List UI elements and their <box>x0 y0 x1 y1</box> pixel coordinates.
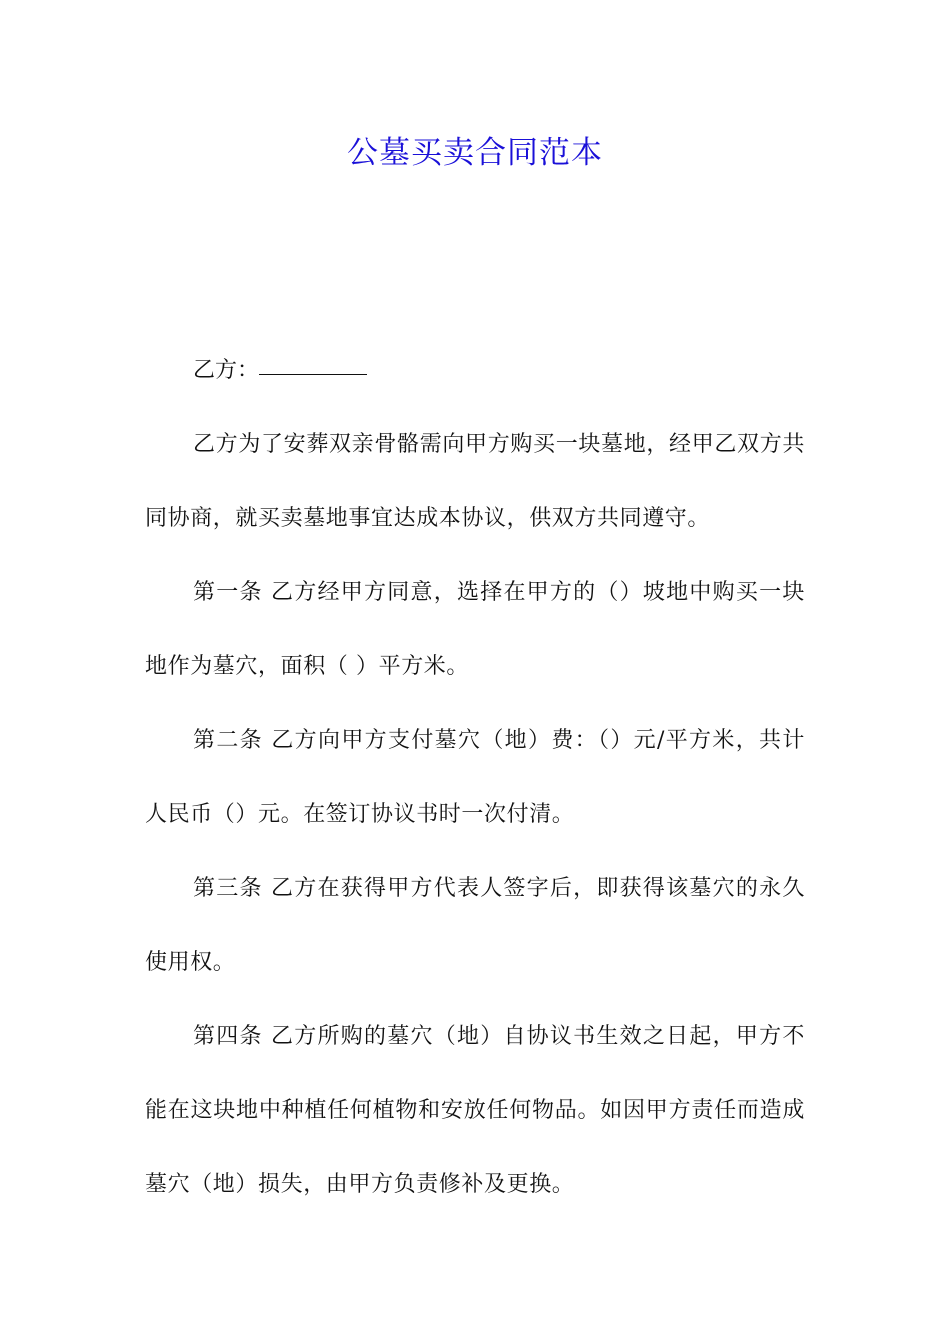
document-title: 公墓买卖合同范本 <box>347 135 603 171</box>
party-b-blank-field <box>259 348 367 375</box>
paragraph-article-1: 第一条 乙方经甲方同意，选择在甲方的（）坡地中购买一块地作为墓穴，面积（ ）平方米。 <box>145 580 805 679</box>
document-body <box>145 334 805 1222</box>
paragraph-article-2: 第二条 乙方向甲方支付墓穴（地）费：（）元/平方米，共计人民币（）元。在签订协议书时一次付清。 <box>145 728 805 827</box>
paragraph-article-3: 第三条 乙方在获得甲方代表人签字后，即获得该墓穴的永久使用权。 <box>145 876 805 975</box>
paragraph-preamble: 乙方为了安葬双亲骨骼需向甲方购买一块墓地，经甲乙双方共同协商，就买卖墓地事宜达成本协议，供双方共同遵守。 <box>145 432 805 531</box>
party-b-line <box>145 334 805 408</box>
party-b-label: 乙方： <box>193 358 260 383</box>
paragraph-article-4: 第四条 乙方所购的墓穴（地）自协议书生效之日起，甲方不能在这块地中种植任何植物和安放任何物品。如因甲方责任而造成墓穴（地）损失，由甲方负责修补及更换。 <box>145 1024 805 1197</box>
